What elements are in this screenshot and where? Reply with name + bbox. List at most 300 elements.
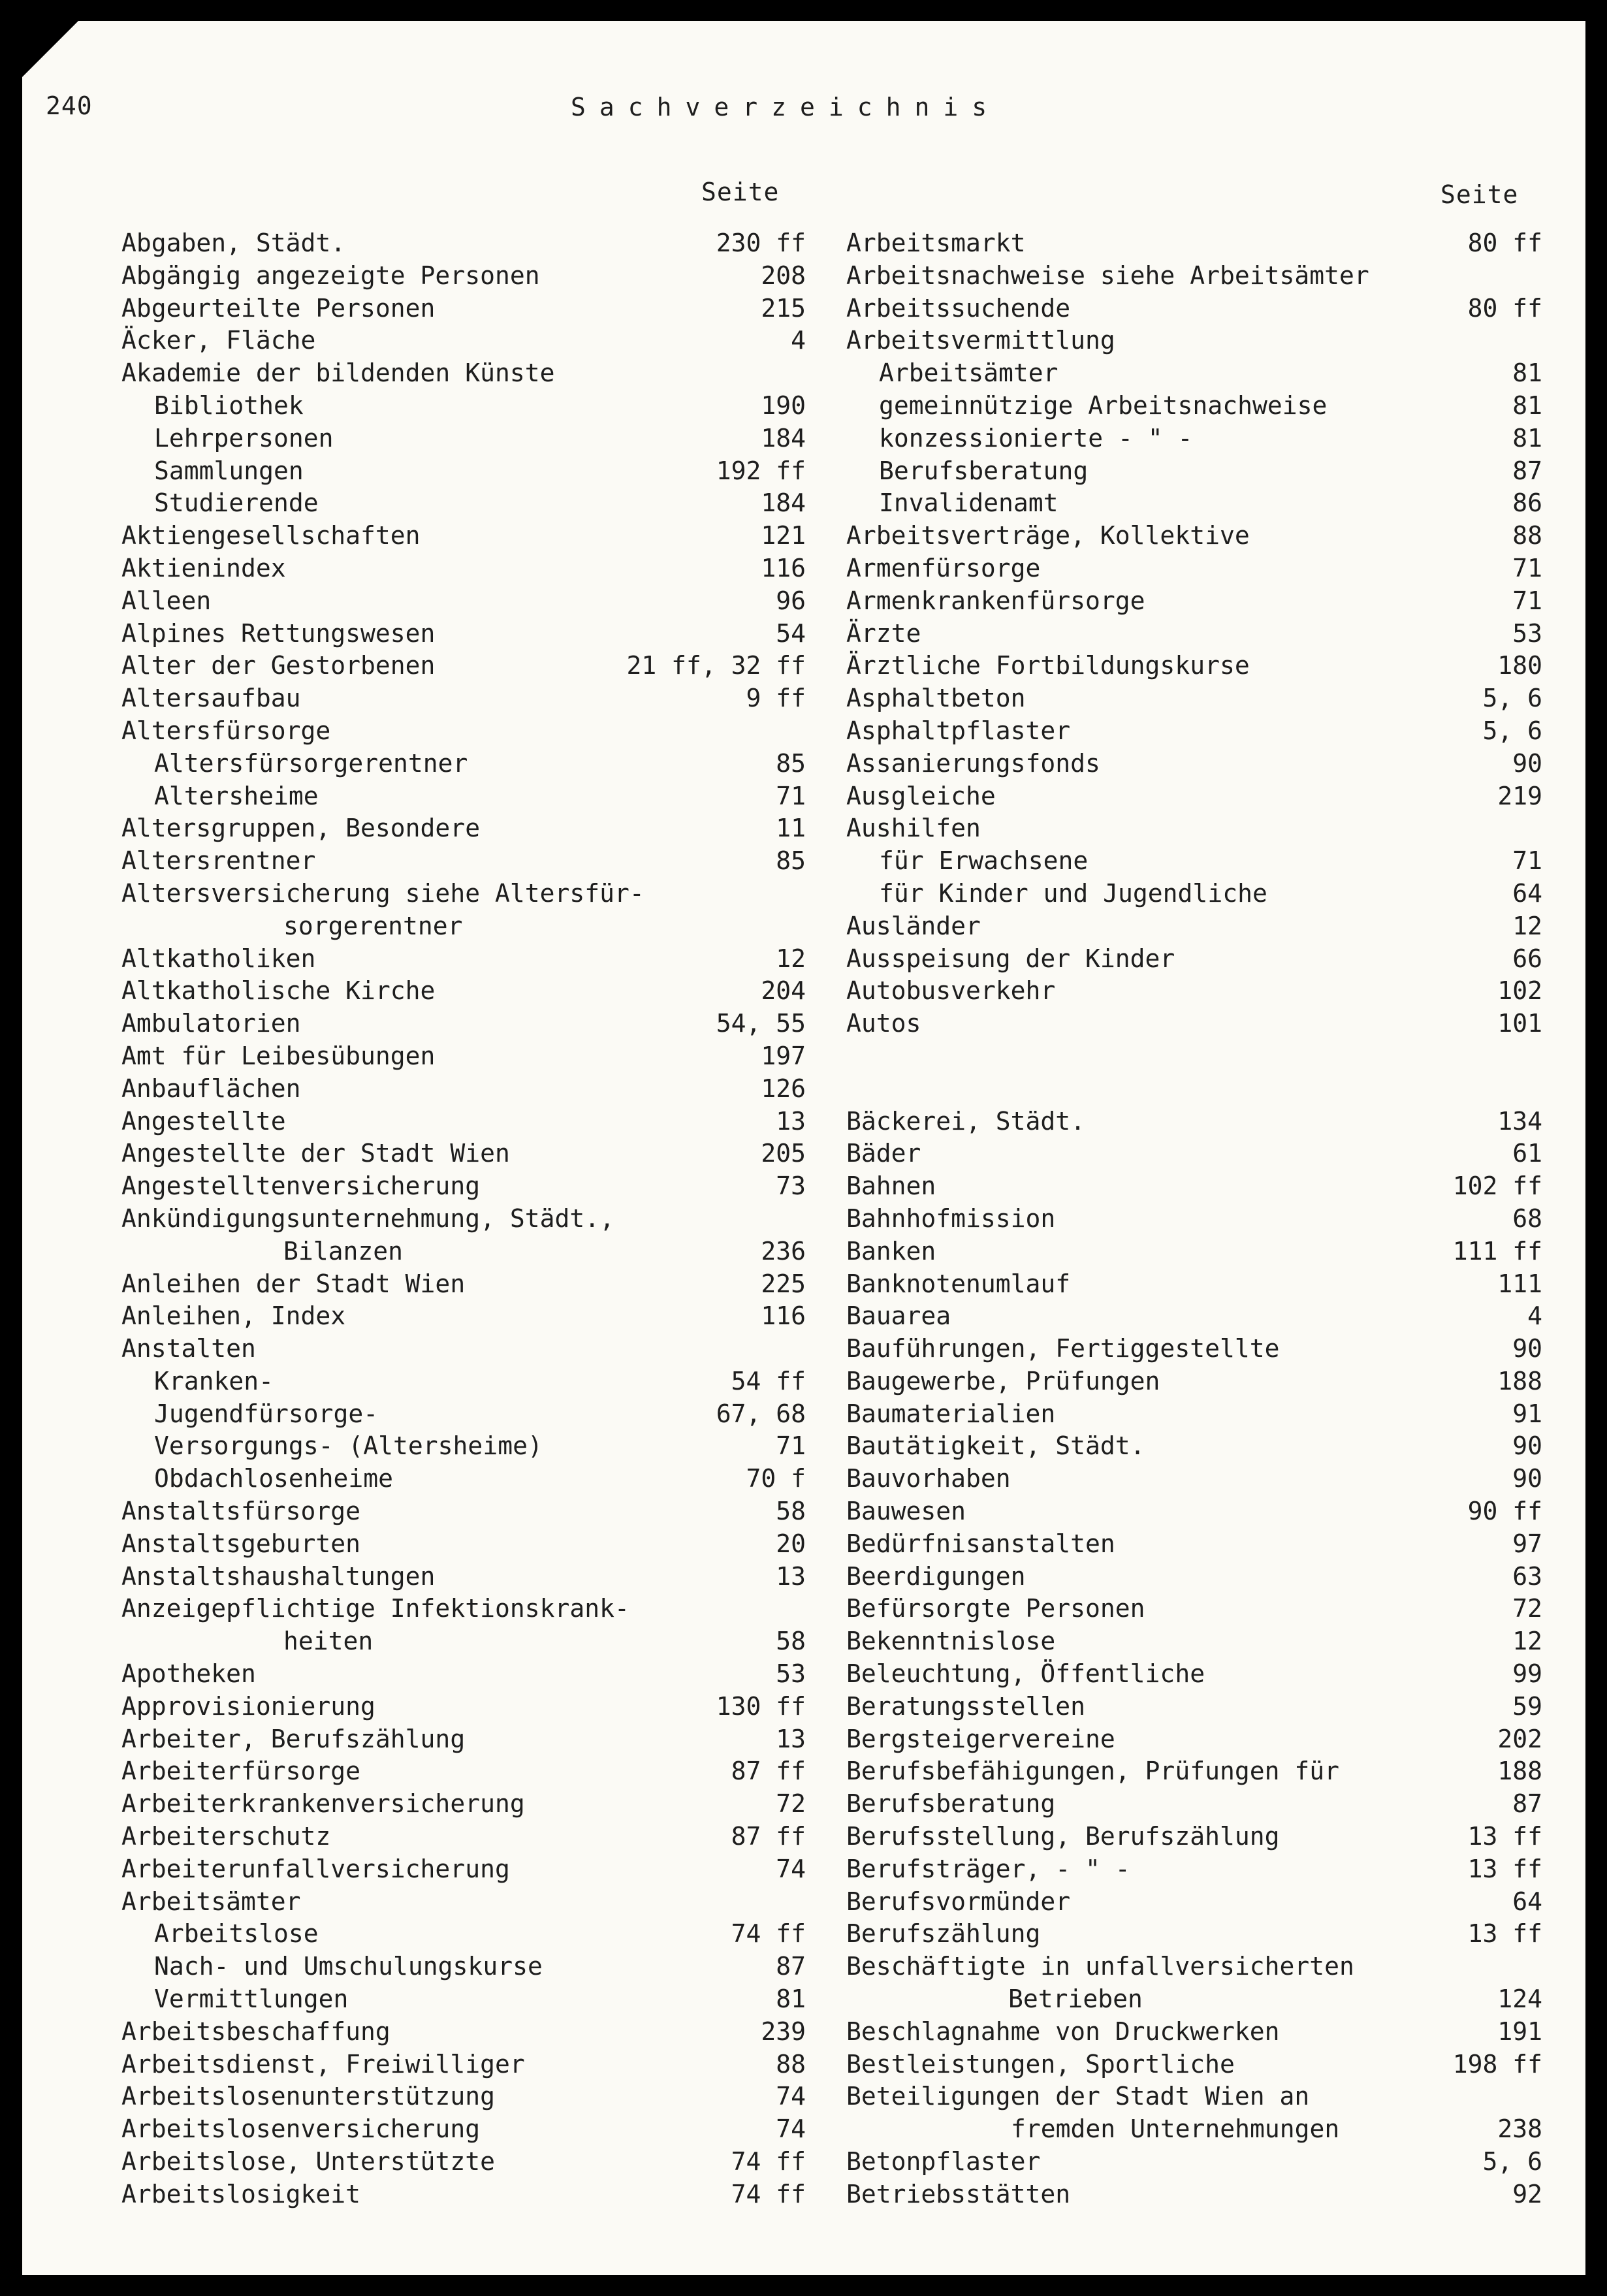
index-term: Assanierungsfonds xyxy=(846,748,1100,778)
index-page-ref: 124 xyxy=(1497,1985,1542,2014)
index-page-ref: 130 ff xyxy=(716,1691,806,1721)
index-term: Aktienindex xyxy=(121,553,286,582)
index-page-ref: 191 xyxy=(1497,2017,1542,2046)
index-term: Armenfürsorge xyxy=(846,553,1041,582)
index-entry xyxy=(121,1691,806,1723)
index-entry xyxy=(121,1723,806,1756)
index-page-ref: 12 xyxy=(1512,1627,1542,1656)
index-term: Arbeitslose, Unterstützte xyxy=(121,2147,495,2176)
index-page-ref: 85 xyxy=(776,748,806,778)
index-entry xyxy=(121,1106,806,1138)
index-entry xyxy=(121,1268,806,1301)
index-term: Betriebsstätten xyxy=(846,2179,1071,2208)
index-term: Abgängig angezeigte Personen xyxy=(121,261,540,290)
index-page-ref: 12 xyxy=(1512,911,1542,940)
index-entry xyxy=(846,1983,1542,2016)
index-term: Angestelltenversicherung xyxy=(121,1172,481,1201)
index-entry xyxy=(121,423,806,455)
index-entry xyxy=(846,715,1542,748)
index-entry xyxy=(846,1561,1542,1593)
index-term: Arbeiterschutz xyxy=(121,1822,331,1851)
index-page-ref: 13 xyxy=(776,1724,806,1753)
index-page-ref: 12 xyxy=(776,944,806,973)
index-term: Anleihen, Index xyxy=(121,1301,346,1331)
index-term: Arbeiterunfallversicherung xyxy=(121,1854,510,1883)
index-term: Berufsberatung xyxy=(846,1789,1056,1819)
index-entry xyxy=(121,1886,806,1919)
index-entry xyxy=(121,715,806,748)
index-entry xyxy=(846,1723,1542,1756)
index-page-ref: 236 xyxy=(761,1236,806,1266)
index-term: Versorgungs- (Altersheime) xyxy=(154,1431,543,1461)
index-page-ref: 121 xyxy=(761,521,806,550)
index-entry xyxy=(121,2146,806,2178)
index-page-ref: 134 xyxy=(1497,1106,1542,1136)
index-entry xyxy=(121,682,806,715)
index-entry xyxy=(846,1528,1542,1561)
index-page-ref: 92 xyxy=(1512,2179,1542,2208)
index-entry xyxy=(121,812,806,845)
index-page-ref: 90 xyxy=(1512,1464,1542,1493)
index-page-ref: 74 ff xyxy=(731,2147,806,2176)
index-page-ref: 197 xyxy=(761,1041,806,1070)
index-entry xyxy=(846,1886,1542,1919)
index-entry xyxy=(121,748,806,780)
page-title: Sachverzeichnis xyxy=(571,93,1001,121)
index-entry xyxy=(121,1625,806,1658)
index-page-ref: 88 xyxy=(1512,521,1542,550)
index-page-ref: 4 xyxy=(791,326,806,355)
index-entry xyxy=(121,357,806,390)
index-term: Beteiligungen der Stadt Wien an xyxy=(846,2082,1310,2111)
index-term: Baugewerbe, Prüfungen xyxy=(846,1366,1160,1395)
index-term: Betrieben xyxy=(1008,1985,1143,2014)
index-entry xyxy=(121,1138,806,1170)
index-term: heiten xyxy=(283,1627,374,1656)
index-page-ref: 68 xyxy=(1512,1204,1542,1233)
index-entry xyxy=(846,1236,1542,1268)
index-page-ref: 102 ff xyxy=(1452,1172,1542,1201)
index-page-ref: 53 xyxy=(1512,618,1542,648)
index-page-ref: 87 ff xyxy=(731,1757,806,1786)
index-term: Beerdigungen xyxy=(846,1561,1026,1591)
index-term: Arbeiterkrankenversicherung xyxy=(121,1789,525,1819)
index-page-ref: 71 xyxy=(1512,553,1542,582)
index-page-ref: 5, 6 xyxy=(1482,716,1542,745)
index-entry xyxy=(846,455,1542,488)
index-page-ref: 87 ff xyxy=(731,1822,806,1851)
index-term: Anstaltshaushaltungen xyxy=(121,1561,436,1591)
index-term: Altersaufbau xyxy=(121,684,301,713)
index-page-ref: 91 xyxy=(1512,1399,1542,1428)
index-entry xyxy=(846,1951,1542,1983)
index-page-ref: 88 xyxy=(776,2049,806,2079)
index-page-ref: 81 xyxy=(776,1985,806,2014)
index-page-ref: 111 xyxy=(1497,1269,1542,1298)
index-term: Studierende xyxy=(154,488,319,518)
index-term: Sammlungen xyxy=(154,456,304,485)
index-term: Lehrpersonen xyxy=(154,423,334,453)
index-term: Bäckerei, Städt. xyxy=(846,1106,1086,1136)
index-term: Anzeigepflichtige Infektionskrank- xyxy=(121,1594,629,1623)
index-page-ref: 208 xyxy=(761,261,806,290)
index-page-ref: 13 ff xyxy=(1467,1854,1542,1883)
index-entry xyxy=(121,1788,806,1821)
index-entry xyxy=(121,1333,806,1365)
index-page-ref: 9 ff xyxy=(746,684,806,713)
index-page-ref: 81 xyxy=(1512,391,1542,420)
index-page-ref: 70 f xyxy=(746,1464,806,1493)
index-entry xyxy=(121,585,806,618)
index-page-ref: 20 xyxy=(776,1529,806,1558)
index-term: Arbeitsämter xyxy=(879,359,1058,388)
index-entry xyxy=(846,1268,1542,1301)
index-entry xyxy=(121,1658,806,1691)
index-entry xyxy=(121,618,806,650)
index-entry xyxy=(121,1853,806,1886)
index-term: Bestleistungen, Sportliche xyxy=(846,2049,1235,2079)
index-entry xyxy=(121,1561,806,1593)
index-entry xyxy=(846,1691,1542,1723)
index-page-ref: 192 ff xyxy=(716,456,806,485)
index-page-ref: 204 xyxy=(761,976,806,1006)
index-entry xyxy=(846,390,1542,423)
index-entry xyxy=(121,325,806,357)
index-page-ref: 99 xyxy=(1512,1659,1542,1689)
index-entry xyxy=(121,845,806,878)
index-entry xyxy=(846,1430,1542,1463)
index-entry xyxy=(846,748,1542,780)
index-term: Bäder xyxy=(846,1139,921,1168)
index-term: Jugendfürsorge- xyxy=(154,1399,379,1428)
index-entry xyxy=(121,1463,806,1495)
index-entry xyxy=(846,812,1542,845)
index-entry xyxy=(121,390,806,423)
index-term: Bauarea xyxy=(846,1301,951,1331)
index-term: fremden Unternehmungen xyxy=(1011,2114,1340,2144)
index-term: Beleuchtung, Öffentliche xyxy=(846,1659,1205,1689)
index-term: Berufsträger, - " - xyxy=(846,1854,1130,1883)
index-entry xyxy=(121,1755,806,1788)
index-entry xyxy=(121,650,806,682)
index-term: Abgaben, Städt. xyxy=(121,229,346,257)
index-page-ref: 11 xyxy=(776,814,806,843)
index-entry xyxy=(121,260,806,293)
index-page-ref: 54 xyxy=(776,618,806,648)
index-page-ref: 180 xyxy=(1497,651,1542,680)
index-term: Berufszählung xyxy=(846,1919,1041,1949)
index-page-ref: 198 ff xyxy=(1452,2049,1542,2079)
index-term: Nach- und Umschulungskurse xyxy=(154,1952,543,1981)
index-entry xyxy=(121,227,806,260)
index-entry xyxy=(846,1008,1542,1040)
index-page-ref: 215 xyxy=(761,293,806,323)
index-entry xyxy=(121,1236,806,1268)
index-entry xyxy=(121,1430,806,1463)
index-page-ref: 81 xyxy=(1512,359,1542,388)
index-entry xyxy=(846,780,1542,813)
index-page-ref: 13 xyxy=(776,1561,806,1591)
index-page-ref: 63 xyxy=(1512,1561,1542,1591)
index-term: Autos xyxy=(846,1009,921,1038)
index-term: Ambulatorien xyxy=(121,1009,301,1038)
index-entry xyxy=(846,293,1542,325)
index-term: Altersrentner xyxy=(121,846,316,876)
index-page-ref: 54 ff xyxy=(731,1366,806,1395)
index-entry xyxy=(846,650,1542,682)
index-entry xyxy=(846,1398,1542,1431)
index-term: Arbeitsnachweise siehe Arbeitsämter xyxy=(846,261,1369,290)
index-entry xyxy=(846,1918,1542,1951)
index-term: Arbeitslosenunterstützung xyxy=(121,2082,495,2111)
index-term: Berufsstellung, Berufszählung xyxy=(846,1822,1280,1851)
index-term: Arbeitsdienst, Freiwilliger xyxy=(121,2049,525,2079)
index-term: sorgerentner xyxy=(283,911,463,940)
index-entry xyxy=(121,1170,806,1203)
index-term: Angestellte xyxy=(121,1106,286,1136)
index-term: für Kinder und Jugendliche xyxy=(879,878,1267,908)
index-term: Anleihen der Stadt Wien xyxy=(121,1269,466,1298)
index-page-ref: 4 xyxy=(1527,1301,1542,1331)
index-entry xyxy=(121,1398,806,1431)
index-entry xyxy=(121,1918,806,1951)
index-page-ref: 116 xyxy=(761,1301,806,1331)
right-column-header: Seite xyxy=(1440,180,1519,209)
index-term: Bahnen xyxy=(846,1172,936,1201)
index-term: Altersgruppen, Besondere xyxy=(121,814,481,843)
index-term: Arbeitslose xyxy=(154,1919,319,1949)
index-entry xyxy=(121,910,806,943)
index-entry xyxy=(121,487,806,520)
index-term: Bahnhofmission xyxy=(846,1204,1056,1233)
index-term: Arbeitslosenversicherung xyxy=(121,2114,481,2144)
index-term: Arbeitsverträge, Kollektive xyxy=(846,521,1250,550)
index-entry xyxy=(846,2081,1542,2113)
index-page-ref: 64 xyxy=(1512,878,1542,908)
index-term: Altersfürsorgerentner xyxy=(154,748,468,778)
index-page-ref: 54, 55 xyxy=(716,1009,806,1038)
index-page-ref: 190 xyxy=(761,391,806,420)
index-entry xyxy=(846,1658,1542,1691)
index-page-ref: 13 ff xyxy=(1467,1822,1542,1851)
index-entry xyxy=(121,1008,806,1040)
index-entry xyxy=(846,1495,1542,1528)
index-entry xyxy=(846,1853,1542,1886)
index-entry xyxy=(121,1040,806,1073)
index-column-right xyxy=(846,227,1542,2211)
index-page-ref: 72 xyxy=(776,1789,806,1819)
index-entry xyxy=(846,423,1542,455)
index-page-ref: 5, 6 xyxy=(1482,2147,1542,2176)
index-term: für Erwachsene xyxy=(879,846,1089,876)
index-term: Altersversicherung siehe Altersfür- xyxy=(121,878,644,908)
index-term: Kranken- xyxy=(154,1366,274,1395)
index-term: Ärzte xyxy=(846,618,921,648)
index-page-ref: 72 xyxy=(1512,1594,1542,1623)
index-term: Berufsbefähigungen, Prüfungen für xyxy=(846,1757,1339,1786)
index-term: Alleen xyxy=(121,586,212,615)
index-term: Arbeiterfürsorge xyxy=(121,1757,361,1786)
index-page-ref: 71 xyxy=(1512,846,1542,876)
index-page-ref: 239 xyxy=(761,2017,806,2046)
index-term: Betonpflaster xyxy=(846,2147,1041,2176)
index-entry xyxy=(121,943,806,976)
index-page-ref: 73 xyxy=(776,1172,806,1201)
index-term: Befürsorgte Personen xyxy=(846,1594,1145,1623)
index-entry xyxy=(121,293,806,325)
index-term: Arbeitslosigkeit xyxy=(121,2179,361,2208)
index-entry xyxy=(846,1300,1542,1333)
index-term: Anstalten xyxy=(121,1334,256,1363)
index-page-ref: 74 ff xyxy=(731,2179,806,2208)
index-term: gemeinnützige Arbeitsnachweise xyxy=(879,391,1328,420)
index-entry xyxy=(121,1951,806,1983)
index-term: Asphaltbeton xyxy=(846,684,1026,713)
index-term: Vermittlungen xyxy=(154,1985,349,2014)
index-page-ref: 80 ff xyxy=(1467,293,1542,323)
index-term: Bibliothek xyxy=(154,391,304,420)
index-term: Asphaltpflaster xyxy=(846,716,1071,745)
index-term: Ankündigungsunternehmung, Städt., xyxy=(121,1204,614,1233)
index-page-ref: 67, 68 xyxy=(716,1399,806,1428)
index-term: Akademie der bildenden Künste xyxy=(121,359,555,388)
index-entry xyxy=(846,1821,1542,1853)
index-entry xyxy=(121,1365,806,1398)
index-term: Berufsvormünder xyxy=(846,1887,1071,1916)
index-term: Approvisionierung xyxy=(121,1691,375,1721)
index-entry xyxy=(121,1528,806,1561)
index-term: Alter der Gestorbenen xyxy=(121,651,436,680)
index-page-ref: 53 xyxy=(776,1659,806,1689)
index-entry xyxy=(121,2049,806,2081)
index-page-ref: 74 xyxy=(776,1854,806,1883)
index-term: Banknotenumlauf xyxy=(846,1269,1071,1298)
index-page-ref: 59 xyxy=(1512,1691,1542,1721)
index-entry xyxy=(846,1755,1542,1788)
index-page-ref: 66 xyxy=(1512,944,1542,973)
index-page-ref: 205 xyxy=(761,1139,806,1168)
index-entry xyxy=(121,878,806,910)
index-term: Altkatholische Kirche xyxy=(121,976,436,1006)
index-entry xyxy=(846,2146,1542,2178)
index-page-ref: 184 xyxy=(761,488,806,518)
index-entry xyxy=(121,552,806,585)
index-entry xyxy=(846,910,1542,943)
index-page-ref: 85 xyxy=(776,846,806,876)
index-entry xyxy=(846,1040,1542,1073)
index-term: Abgeurteilte Personen xyxy=(121,293,436,323)
index-term: Beschlagnahme von Druckwerken xyxy=(846,2017,1280,2046)
index-entry xyxy=(121,1203,806,1236)
index-page-ref: 13 ff xyxy=(1467,1919,1542,1949)
index-page-ref: 61 xyxy=(1512,1139,1542,1168)
index-entry xyxy=(846,1333,1542,1365)
index-term: Bekenntnislose xyxy=(846,1627,1056,1656)
index-entry xyxy=(846,1625,1542,1658)
index-entry xyxy=(846,2178,1542,2211)
index-term: Banken xyxy=(846,1236,936,1266)
index-entry xyxy=(121,455,806,488)
index-page-ref: 225 xyxy=(761,1269,806,1298)
index-page-ref: 202 xyxy=(1497,1724,1542,1753)
index-entry xyxy=(846,1203,1542,1236)
index-page-ref: 230 ff xyxy=(716,229,806,257)
index-term: Bergsteigervereine xyxy=(846,1724,1115,1753)
index-column-left xyxy=(121,227,806,2211)
index-term: Beratungsstellen xyxy=(846,1691,1086,1721)
index-term: Alpines Rettungswesen xyxy=(121,618,436,648)
index-term: Anstaltsfürsorge xyxy=(121,1497,361,1526)
index-entry xyxy=(121,2016,806,2049)
index-entry xyxy=(121,1821,806,1853)
index-term: Altkatholiken xyxy=(121,944,316,973)
index-page-ref: 102 xyxy=(1497,976,1542,1006)
index-page-ref: 87 xyxy=(776,1952,806,1981)
index-page-ref: 81 xyxy=(1512,423,1542,453)
page-number: 240 xyxy=(46,91,93,120)
index-term: Arbeitssuchende xyxy=(846,293,1071,323)
index-term: Apotheken xyxy=(121,1659,256,1689)
index-entry xyxy=(846,1463,1542,1495)
index-entry xyxy=(121,520,806,552)
index-entry xyxy=(121,2178,806,2211)
index-page-ref: 87 xyxy=(1512,456,1542,485)
index-page-ref: 64 xyxy=(1512,1887,1542,1916)
index-entry xyxy=(121,2113,806,2146)
index-page-ref: 188 xyxy=(1497,1366,1542,1395)
index-entry xyxy=(846,585,1542,618)
left-column-header: Seite xyxy=(701,178,780,206)
index-page-ref: 188 xyxy=(1497,1757,1542,1786)
index-page-ref: 96 xyxy=(776,586,806,615)
index-entry xyxy=(846,1138,1542,1170)
index-entry xyxy=(846,552,1542,585)
index-term: Altersfürsorge xyxy=(121,716,331,745)
index-term: Ärztliche Fortbildungskurse xyxy=(846,651,1250,680)
index-entry xyxy=(846,1073,1542,1106)
index-entry xyxy=(846,2016,1542,2049)
index-term: Bilanzen xyxy=(283,1236,404,1266)
index-entry xyxy=(846,487,1542,520)
index-entry xyxy=(846,1788,1542,1821)
index-entry xyxy=(121,1593,806,1625)
index-page-ref: 238 xyxy=(1497,2114,1542,2144)
index-entry xyxy=(846,1106,1542,1138)
index-term: Altersheime xyxy=(154,781,319,810)
index-term: konzessionierte - " - xyxy=(879,423,1193,453)
index-entry xyxy=(121,780,806,813)
index-entry xyxy=(121,975,806,1008)
index-entry xyxy=(846,1170,1542,1203)
index-entry xyxy=(846,2113,1542,2146)
index-page-ref: 13 xyxy=(776,1106,806,1136)
index-entry xyxy=(846,845,1542,878)
index-page-ref: 101 xyxy=(1497,1009,1542,1038)
index-term: Ausspeisung der Kinder xyxy=(846,944,1175,973)
index-term: Amt für Leibesübungen xyxy=(121,1041,436,1070)
index-term: Autobusverkehr xyxy=(846,976,1056,1006)
index-page-ref: 97 xyxy=(1512,1529,1542,1558)
index-term: Berufsberatung xyxy=(879,456,1089,485)
index-entry xyxy=(121,1983,806,2016)
index-term: Bautätigkeit, Städt. xyxy=(846,1431,1145,1461)
index-entry xyxy=(846,618,1542,650)
index-page-ref: 58 xyxy=(776,1497,806,1526)
index-term: Beschäftigte in unfallversicherten xyxy=(846,1952,1354,1981)
index-page-ref: 5, 6 xyxy=(1482,684,1542,713)
index-term: Baumaterialien xyxy=(846,1399,1056,1428)
index-entry xyxy=(846,975,1542,1008)
